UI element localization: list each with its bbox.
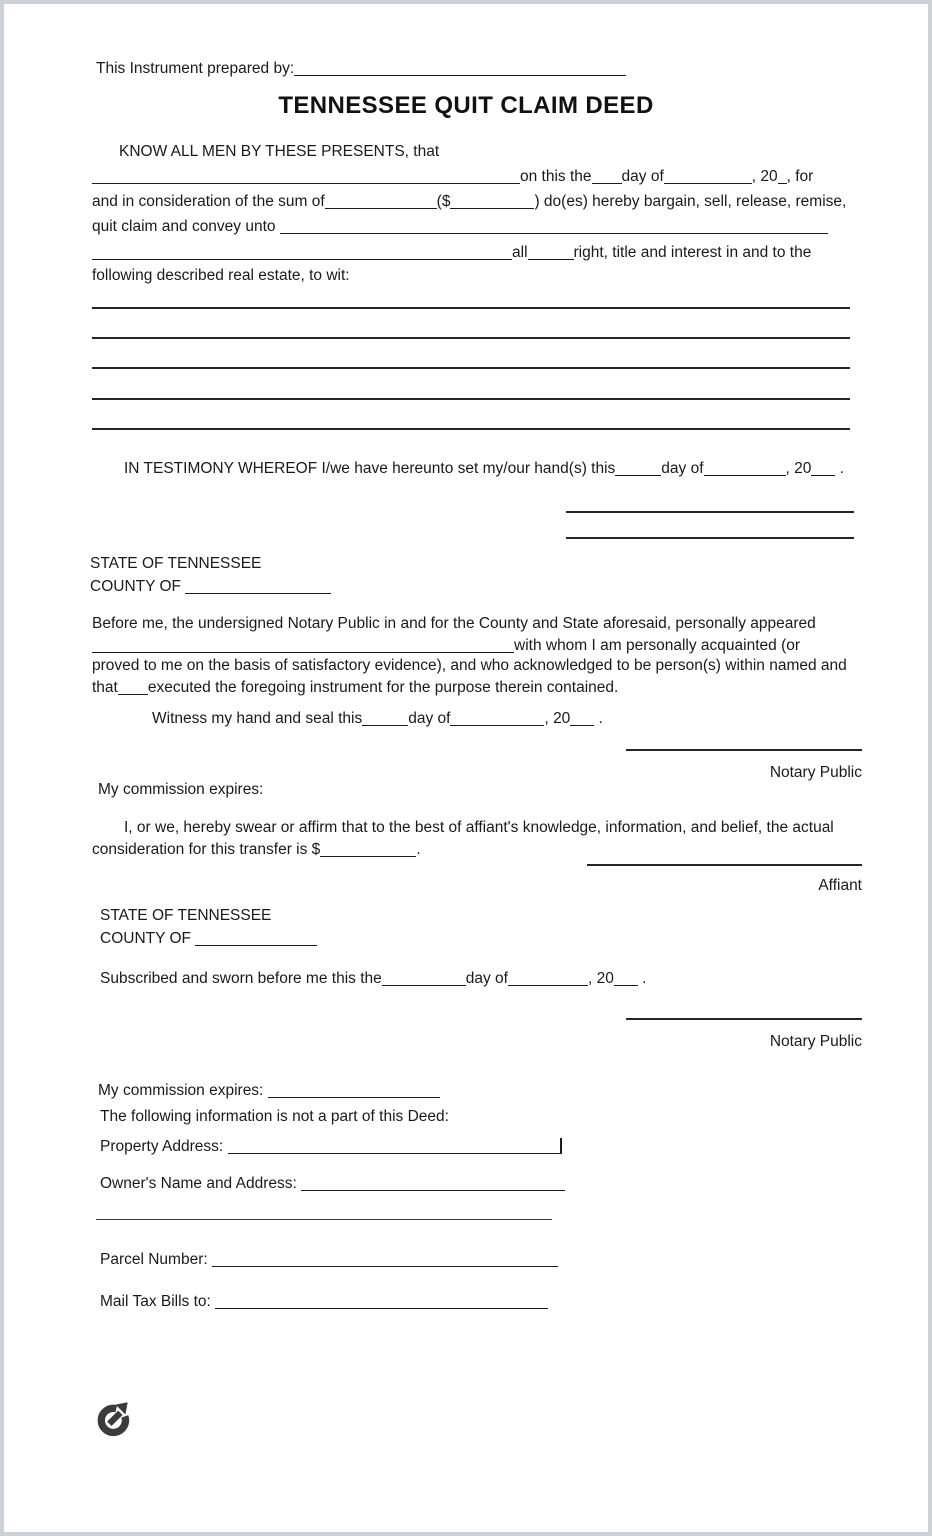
subscribed-day-blank [382,972,466,986]
commission-date-blank [268,1084,440,1098]
on-this-the-text: on this the [520,168,592,185]
subscribed-year-blank [614,972,638,986]
right-title-text: right, title and interest in and to the [573,244,812,261]
county-row-1 [90,577,331,596]
testimony-year-blank [811,462,835,476]
subscribed-year-prefix: , 20 [587,970,614,987]
testimony-line [124,459,844,478]
for-text: , for [786,168,814,185]
description-rule-1 [92,307,850,309]
affidavit-consideration-text: consideration for this transfer is $ [92,841,321,858]
affidavit-line-2 [92,840,421,859]
grantor-signature-line-1 [566,511,854,513]
notary-signature-line-2 [626,1018,862,1020]
grantee-address-blank [92,246,512,260]
witness-day-blank [362,712,408,726]
commission-expires-1: My commission expires: [98,781,264,798]
prepared-by-label: This Instrument prepared by: [96,60,295,77]
circular-arrow-logo-icon [92,1396,134,1443]
all-text: all [512,244,528,261]
witness-text: Witness my hand and seal this [152,710,363,727]
notary-signature-line-1 [626,749,862,751]
state-heading-1: STATE OF TENNESSEE [90,555,262,572]
convey-unto-line [92,217,828,236]
interest-blank [528,246,574,260]
parcel-row [100,1250,558,1269]
pronoun-blank [118,681,148,695]
notary-public-label-1: Notary Public [769,764,862,781]
property-address-label: Property Address: [100,1138,228,1155]
prepared-by-row [96,59,626,78]
that-text: that [92,679,118,696]
testimony-text: IN TESTIMONY WHEREOF I/we have hereunto set my/our hand(s) this [124,460,616,477]
affiant-label: Affiant [818,877,862,894]
testimony-period: . [835,460,845,477]
consideration-line [92,192,846,211]
right-title-line [92,243,811,262]
witness-year-blank [570,712,594,726]
prepared-by-blank [294,62,626,76]
witness-period: . [594,710,603,727]
dollar-open-text: ($ [436,193,451,210]
subscribed-period: . [637,970,647,987]
owner-blank [301,1177,565,1191]
appeared-name-blank [92,639,514,653]
year-prefix-text: , 20 [751,168,778,185]
day-of-text: day of [621,168,664,185]
state-heading-2: STATE OF TENNESSEE [100,907,272,924]
testimony-day-of-text: day of [661,460,704,477]
mail-tax-row [100,1292,548,1311]
year-blank [778,170,787,184]
owner-continuation-rule [96,1219,552,1220]
affidavit-line-1: I, or we, hereby swear or affirm that to the best of affiant's knowledge, information, and belief, the actual [124,819,834,836]
commission-expires-2 [98,1081,440,1100]
commission-expires-2-label: My commission expires: [98,1082,268,1099]
parcel-blank [212,1253,558,1267]
county-row-2 [100,929,317,948]
testimony-month-blank [704,462,786,476]
affiant-signature-line [587,864,862,866]
affidavit-amount-blank [320,843,416,857]
consideration-text: and in consideration of the sum of [92,193,325,210]
before-me-line-1: Before me, the undersigned Notary Public in and for the County and State aforesaid, personally appeared [92,615,816,632]
subscribed-line [100,969,646,988]
grantor-signature-line-2 [566,537,854,539]
witness-line [152,709,603,728]
know-all-men-line: KNOW ALL MEN BY THESE PRESENTS, that [119,143,440,160]
before-me-line-2 [92,636,800,655]
property-address-blank [228,1138,562,1154]
grantor-date-line [92,167,813,186]
before-me-line-4 [92,678,618,697]
description-rule-3 [92,367,850,369]
county-of-text-1: COUNTY OF [90,578,186,595]
subscribed-day-of-text: day of [465,970,508,987]
owner-label: Owner's Name and Address: [100,1175,302,1192]
subscribed-month-blank [508,972,588,986]
grantor-name-blank [92,170,520,184]
parcel-label: Parcel Number: [100,1251,212,1268]
sum-amount-blank [450,195,534,209]
testimony-year-prefix: , 20 [785,460,812,477]
county-blank-1 [185,580,331,594]
notary-public-label-2: Notary Public [769,1033,862,1050]
testimony-day-blank [615,462,661,476]
description-rule-5 [92,428,850,430]
does-hereby-text: ) do(es) hereby bargain, sell, release, remise, [534,193,847,210]
day-blank [592,170,622,184]
before-me-line-3: proved to me on the basis of satisfactory evidence), and who acknowledged to be person(s) within named and [92,657,847,674]
following-line: following described real estate, to wit: [92,267,350,284]
witness-year-prefix: , 20 [544,710,571,727]
month-blank [664,170,752,184]
description-rule-4 [92,398,850,400]
executed-text: executed the foregoing instrument for the purpose therein contained. [147,679,619,696]
county-blank-2 [195,932,317,946]
affidavit-period: . [416,841,421,858]
description-rule-2 [92,337,850,339]
acquainted-text: with whom I am personally acquainted (or [514,637,801,654]
witness-month-blank [450,712,544,726]
property-address-row [100,1135,562,1156]
grantee-name-blank [280,220,828,234]
subscribed-text: Subscribed and sworn before me this the [100,970,382,987]
county-of-text-2: COUNTY OF [100,930,196,947]
not-part-note: The following information is not a part of this Deed: [100,1108,449,1125]
owner-row [100,1174,565,1193]
sum-words-blank [325,195,437,209]
witness-day-of-text: day of [408,710,451,727]
convey-unto-text: quit claim and convey unto [92,218,280,235]
mail-tax-blank [215,1295,548,1309]
mail-tax-label: Mail Tax Bills to: [100,1293,216,1310]
page-title: TENNESSEE QUIT CLAIM DEED [278,92,654,119]
